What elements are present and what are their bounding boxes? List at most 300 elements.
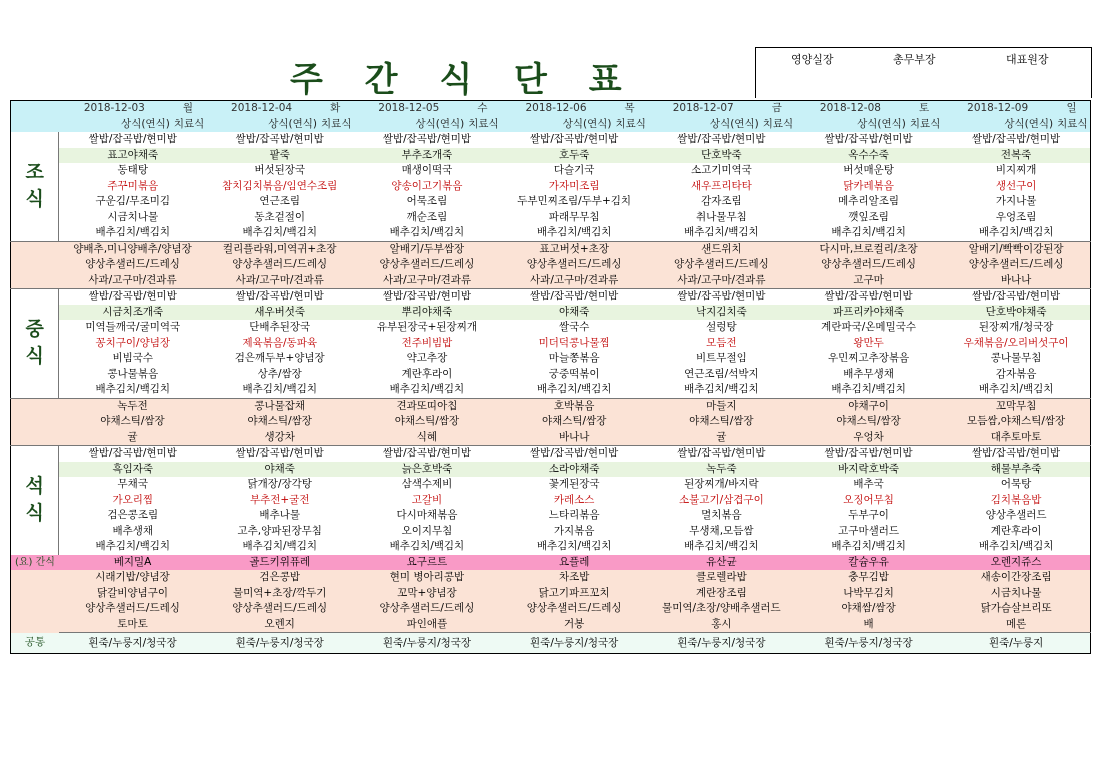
menu-item: 꽃게된장국 [548,478,600,491]
menu-item: 멸치볶음 [701,509,742,522]
day-of-week: 일 [1066,102,1077,115]
menu-item: 오징어무침 [843,493,894,506]
common-label: 공통 [24,636,46,649]
menu-item: 샌드위치 [648,241,795,257]
menu-item: 충무김밥 [848,571,889,584]
menu-item: 양상추샐러드/드레싱 [821,258,916,271]
snack-lead-cell [11,257,59,273]
menu-item: 뿌리야채죽 [401,305,453,318]
menu-item: 꼬막+양념장 [397,586,457,599]
menu-item: 배추김치/백김치 [684,383,759,396]
menu-item: 칼슘우유 [848,555,889,568]
menu-row [11,601,1091,617]
menu-item: 대추토마토 [990,430,1042,443]
menu-item: 호두죽 [558,148,590,161]
menu-item: 다시마채볶음 [396,509,458,522]
menu-item: 배추김치/백김치 [95,383,171,396]
menu-item: 쌀밥/잡곡밥/현미밥 [501,289,648,305]
menu-item: 쌀밥/잡곡밥/현미밥 [942,289,1090,305]
menu-item: 배추김치/백김치 [389,540,465,553]
menu-item: 생선구이 [995,179,1037,192]
approval-label-nutrition: 영양실장 [791,53,834,66]
menu-item: 전복죽 [1000,148,1032,161]
menu-item: 야채죽 [558,305,590,318]
menu-item: 야채스틱/쌈장 [689,415,754,428]
menu-item: 바지락호박죽 [838,462,900,475]
menu-item: 계란후라이 [990,524,1042,537]
menu-item: 마늘쫑볶음 [548,352,600,365]
menu-item: 닭카레볶음 [843,179,894,192]
menu-item: 제육볶음/동파육 [242,336,317,349]
menu-item: 동초겉절이 [254,210,306,223]
day-of-week: 토 [918,102,930,115]
menu-item: 소라야채죽 [548,462,600,475]
menu-item: 배추김치/백김치 [831,540,906,553]
menu-item: 물미역+초장/깍두기 [232,586,327,599]
menu-item: 쌀밥/잡곡밥/현미밥 [353,446,500,462]
menu-item: 쌀밥/잡곡밥/현미밥 [677,133,766,146]
menu-item: 베지밀A [113,555,152,568]
menu-row [11,257,1091,273]
menu-item: 쌀밥/잡곡밥/현미밥 [59,289,206,305]
menu-item: 쌀밥/잡곡밥/현미밥 [382,133,472,146]
menu-item: 우민찌고추장볶음 [828,352,910,365]
menu-item: 시금치나물 [990,586,1042,599]
menu-item: 닭갈비양념구이 [96,586,168,599]
menu-item: 배추김치/백김치 [242,540,317,553]
approval-label-general: 총무부장 [893,53,936,66]
menu-item: 표고버섯+초장 [501,241,648,257]
menu-item: 식혜 [416,430,438,443]
snack-lead-cell [11,601,59,617]
menu-item: 견과또띠아칩 [353,398,500,414]
menu-item: 흰죽/누룽지 [942,633,1090,654]
menu-item: 토마토 [117,617,148,630]
menu-item: 고갈비 [411,493,443,506]
menu-item: 오이지무침 [401,524,453,537]
menu-item: 닭가슴살브리또 [980,602,1052,615]
menu-item: 감자조림 [701,195,742,208]
regular-diet-header: 상식(연식) [268,117,318,130]
menu-item: 배추김치/백김치 [978,540,1054,553]
therapeutic-diet-header: 치료식 [762,117,794,130]
menu-item: 녹두죽 [706,462,737,475]
meal-label: 석 식 [11,446,59,555]
meal-label: 중 식 [11,289,59,399]
menu-item: 모듬전 [706,336,737,349]
menu-item: 배추김치/백김치 [978,226,1054,239]
menu-item: 야채스틱/쌈장 [247,415,312,428]
menu-item: 가지나물 [995,195,1037,208]
menu-row [11,194,1091,210]
menu-item: 양상추샐러드 [985,509,1047,522]
menu-row [11,336,1091,352]
menu-item: 쌀밥/잡곡밥/현미밥 [942,446,1090,462]
menu-item: 시금치나물 [107,210,159,223]
menu-item: 연근조림/석박지 [684,367,759,380]
menu-item: 오렌지쥬스 [990,555,1042,568]
snack-lead-cell [11,617,59,633]
menu-item: 취나물무침 [696,210,747,223]
menu-item: 미더덕콩나물찜 [538,336,610,349]
menu-item: 야채스틱/쌈장 [541,415,607,428]
menu-item: 버섯매운탕 [843,164,894,177]
night-snack-label: (요) 간식 [15,556,55,568]
menu-item: 상추/쌈장 [257,367,302,380]
menu-item: 배추김치/백김치 [831,383,906,396]
menu-item: 표고야채죽 [107,148,159,161]
menu-row [11,305,1091,321]
day-date: 2018-12-09 [967,102,1029,115]
day-date: 2018-12-03 [83,102,145,115]
menu-item: 전주비빔밥 [401,336,453,349]
menu-item: 계란장조림 [696,586,747,599]
therapeutic-diet-header: 치료식 [909,117,941,130]
menu-item: 새송이간장조림 [980,571,1052,584]
snack-lead-cell [11,241,59,257]
menu-item: 요플레 [558,555,590,568]
menu-row [11,586,1091,602]
menu-item: 양상추샐러드/드레싱 [968,258,1064,271]
menu-item: 쌀밥/잡곡밥/현미밥 [795,289,942,305]
menu-item: 깻잎조림 [848,210,889,223]
menu-item: 나박무김치 [843,586,894,599]
menu-row [11,430,1091,446]
approval-box [755,47,1092,98]
menu-item: 두부민찌조림/두부+김치 [517,195,632,208]
menu-item: 배추김치/백김치 [684,226,759,239]
menu-item: 주꾸미볶음 [107,179,159,192]
menu-item: 파래무무침 [548,210,600,223]
menu-item: 배추김치/백김치 [536,226,612,239]
menu-item: 사과/고구마/견과류 [677,273,766,286]
therapeutic-diet-header: 치료식 [321,117,352,130]
menu-body [11,101,1091,654]
day-date: 2018-12-08 [819,102,881,115]
menu-item: 비트무절임 [696,352,747,365]
day-of-week: 화 [330,102,341,115]
menu-item: 우엉조림 [995,210,1037,223]
menu-item: 동태탕 [117,164,148,177]
menu-item: 흰죽/누룽지/청국장 [59,633,206,654]
menu-item: 카레소스 [553,493,595,506]
menu-item: 시금치조개죽 [102,305,164,318]
menu-item: 알배기/두부쌈장 [353,241,500,257]
menu-item: 양상추샐러드/드레싱 [526,602,622,615]
menu-row [11,462,1091,478]
menu-row [11,179,1091,195]
menu-item: 두부구이 [848,509,889,522]
menu-row [11,446,1091,462]
menu-item: 배추무생채 [843,367,894,380]
menu-item: 쌀밥/잡곡밥/현미밥 [648,446,795,462]
menu-item: 흰죽/누룽지/청국장 [648,633,795,654]
menu-item: 옥수수죽 [848,148,889,161]
day-of-week: 월 [182,102,194,115]
menu-item: 양상추샐러드/드레싱 [526,258,622,271]
menu-item: 녹두전 [59,398,206,414]
page-title: 주 간 식 단 표 [290,60,637,100]
menu-row [11,382,1091,398]
menu-item: 유산균 [706,555,737,568]
day-date: 2018-12-04 [231,102,293,115]
menu-item: 배추김치/백김치 [389,383,465,396]
menu-item: 거봉 [564,617,585,630]
menu-item: 연근조림 [259,195,300,208]
menu-item: 배추김치/백김치 [536,383,612,396]
menu-item: 배추김치/백김치 [831,226,906,239]
menu-item: 쌀국수 [558,321,590,334]
day-date: 2018-12-06 [525,102,587,115]
menu-item: 야채스틱/쌈장 [836,415,901,428]
menu-item: 참치김치볶음/임연수조림 [222,179,338,192]
date-header-row [11,101,1091,117]
menu-item: 어묵조림 [406,195,448,208]
therapeutic-diet-header: 치료식 [173,117,205,130]
menu-item: 양송이고기볶음 [391,179,463,192]
menu-item: 양상추샐러드/드레싱 [85,602,180,615]
menu-item: 가오리찜 [112,493,154,506]
menu-item: 양상추샐러드/드레싱 [379,602,475,615]
menu-item: 골드키위퓨레 [249,555,311,568]
menu-item: 된장찌개/바지락 [684,478,759,491]
menu-row [11,524,1091,540]
menu-item: 부추조개죽 [401,148,453,161]
menu-item: 흰죽/누룽지/청국장 [795,633,942,654]
menu-item: 된장찌개/청국장 [978,321,1054,334]
menu-item: 단배추된장국 [249,321,311,334]
menu-row [11,570,1091,586]
menu-item: 김치볶음밥 [990,493,1042,506]
menu-item: 왕만두 [853,336,884,349]
menu-item: 쌀밥/잡곡밥/현미밥 [824,133,913,146]
menu-item: 우엉차 [853,430,884,443]
menu-item: 팥죽 [269,148,290,161]
snack-lead-cell [11,430,59,446]
menu-item: 귤 [127,430,138,443]
day-date: 2018-12-07 [672,102,734,115]
menu-item: 다시마,브로컬리/초장 [795,241,942,257]
menu-item: 야채죽 [264,462,295,475]
menu-item: 쌀밥/잡곡밥/현미밥 [501,446,648,462]
menu-item: 쌀밥/잡곡밥/현미밥 [353,289,500,305]
menu-item: 새우버섯죽 [254,305,306,318]
menu-item: 매생이떡국 [401,164,453,177]
menu-item: 콩나물무침 [990,352,1042,365]
menu-item: 사과/고구마/견과류 [530,273,619,286]
menu-item: 컬리플라워,미역귀+초장 [206,241,353,257]
corner-cell [11,101,59,117]
menu-item: 요구르트 [406,555,448,568]
menu-item: 배추김치/백김치 [95,540,171,553]
snack-lead-cell [11,414,59,430]
menu-row [11,320,1091,336]
menu-item: 쌀밥/잡곡밥/현미밥 [971,133,1061,146]
menu-item: 고구마샐러드 [838,524,900,537]
menu-item: 양상추샐러드/드레싱 [232,602,328,615]
menu-item: 깨순조림 [406,210,448,223]
regular-diet-header: 상식(연식) [562,117,612,130]
menu-row [11,493,1091,509]
menu-item: 알배기/빡빡이강된장 [942,241,1090,257]
menu-item: 닭고기파프꼬치 [538,586,610,599]
menu-item: 흰죽/누룽지/청국장 [353,633,500,654]
therapeutic-diet-header: 치료식 [615,117,646,130]
menu-row [11,414,1091,430]
menu-item: 배추김치/백김치 [684,540,759,553]
menu-item: 쌀밥/잡곡밥/현미밥 [59,446,206,462]
menu-item: 낙지김치죽 [696,305,747,318]
menu-item: 오렌지 [264,617,295,630]
diet-type-header-row [11,117,1091,133]
snack-lead-cell [11,398,59,414]
menu-item: 가지볶음 [553,524,595,537]
menu-item: 쌀밥/잡곡밥/현미밥 [206,289,353,305]
menu-item: 구운김/무조미김 [95,195,171,208]
menu-row [11,210,1091,226]
menu-item: 느타리볶음 [548,509,600,522]
menu-row [11,132,1091,148]
menu-row [11,555,1091,571]
approval-label-director: 대표원장 [1006,53,1049,66]
therapeutic-diet-header: 치료식 [468,117,499,130]
menu-item: 차조밥 [558,571,590,584]
menu-row [11,633,1091,654]
menu-row [11,617,1091,633]
menu-item: 꼬막무침 [942,398,1090,414]
menu-item: 검은콩밥 [259,571,300,584]
menu-item: 사과/고구마/견과류 [382,273,472,286]
menu-item: 배추김치/백김치 [536,540,612,553]
menu-row [11,163,1091,179]
menu-row [11,148,1091,164]
menu-item: 해물부추죽 [990,462,1042,475]
menu-item: 양상추샐러드/드레싱 [85,258,180,271]
menu-item: 무채국 [117,478,148,491]
menu-item: 클로렐라밥 [696,571,747,584]
menu-item: 배추김치/백김치 [95,226,171,239]
snack-lead-cell [11,273,59,289]
menu-row [11,241,1091,257]
menu-item: 시래기밥/양념장 [95,571,170,584]
menu-item: 단호박죽 [701,148,742,161]
menu-row [11,225,1091,241]
menu-item: 사과/고구마/견과류 [235,273,324,286]
menu-item: 고구마 [853,273,884,286]
menu-item: 모듬쌈,야채스틱/쌈장 [967,415,1066,428]
menu-item: 삼색수제비 [401,478,453,491]
menu-item: 검은깨두부+양념장 [234,352,325,365]
menu-item: 설렁탕 [706,321,737,334]
menu-item: 배 [863,617,874,630]
menu-item: 흑임자죽 [112,462,154,475]
menu-row [11,398,1091,414]
menu-item: 쌀밥/잡곡밥/현미밥 [530,133,619,146]
regular-diet-header: 상식(연식) [121,117,170,130]
weekly-menu-table [10,100,1091,654]
menu-item: 쌀밥/잡곡밥/현미밥 [648,289,795,305]
menu-item: 고추,양파된장무침 [237,524,322,537]
menu-item: 어묵탕 [1000,478,1032,491]
menu-item: 메론 [1005,617,1027,630]
menu-item: 양상추샐러드/드레싱 [232,258,328,271]
menu-row [11,539,1091,555]
menu-item: 야채스틱/쌈장 [394,415,460,428]
menu-row [11,273,1091,289]
menu-item: 메추리알조림 [838,195,900,208]
menu-item: 궁중떡볶이 [548,367,600,380]
menu-item: 바나나 [558,430,590,443]
menu-row [11,367,1091,383]
menu-item: 마들지 [648,398,795,414]
menu-item: 버섯된장국 [254,164,306,177]
menu-item: 계란파국/온메밀국수 [821,321,916,334]
menu-item: 쌀밥/잡곡밥/현미밥 [206,446,353,462]
menu-item: 생강차 [264,430,295,443]
regular-diet-header: 상식(연식) [857,117,906,130]
meal-label: 조 식 [11,132,59,241]
menu-item: 배추김치/백김치 [242,383,317,396]
menu-item: 비빔국수 [112,352,154,365]
day-of-week: 금 [771,102,782,115]
menu-item: 다슬기국 [553,164,595,177]
therapeutic-diet-header: 치료식 [1057,117,1088,130]
menu-item: 우채볶음/오리버섯구이 [963,336,1069,349]
menu-item: 소고기미역국 [690,164,752,177]
menu-item: 배추김치/백김치 [242,226,317,239]
menu-item: 배추김치/백김치 [389,226,465,239]
regular-diet-header: 상식(연식) [415,117,465,130]
regular-diet-header: 상식(연식) [709,117,759,130]
day-of-week: 수 [477,102,488,115]
day-date: 2018-12-05 [378,102,440,115]
menu-row [11,289,1091,305]
menu-row [11,351,1091,367]
menu-item: 미역들깨국/굴미역국 [85,321,181,334]
menu-item: 검은콩조림 [107,509,159,522]
menu-item: 흰죽/누룽지/청국장 [206,633,353,654]
menu-item: 야채스틱/쌈장 [100,415,165,428]
menu-item: 새우프리타타 [690,179,752,192]
menu-item: 파프리카야채죽 [833,305,905,318]
menu-item: 계란후라이 [401,367,453,380]
menu-item: 물미역/초장/양배추샐러드 [662,602,781,615]
menu-item: 홍시 [711,617,732,630]
menu-item: 쌀밥/잡곡밥/현미밥 [795,446,942,462]
menu-item: 소불고기/삼겹구이 [679,493,764,506]
menu-row [11,508,1091,524]
menu-item: 현미 병아리콩밥 [389,571,465,584]
corner-cell [11,117,59,133]
menu-item: 야채구이 [795,398,942,414]
menu-item: 야채쌈/쌈장 [841,602,896,615]
menu-item: 콩나물볶음 [107,367,159,380]
menu-item: 배추김치/백김치 [978,383,1054,396]
menu-item: 양배추,미니양배추/양념장 [59,241,206,257]
menu-row [11,477,1091,493]
menu-item: 양상추샐러드/드레싱 [673,258,769,271]
menu-item: 비지찌개 [995,164,1037,177]
menu-item: 호박볶음 [501,398,648,414]
regular-diet-header: 상식(연식) [1004,117,1054,130]
menu-item: 닭개장/장각탕 [247,478,312,491]
menu-item: 바나나 [1000,273,1032,286]
menu-item: 가자미조림 [548,179,600,192]
menu-item: 흰죽/누룽지/청국장 [501,633,648,654]
menu-item: 사과/고구마/견과류 [88,273,177,286]
snack-lead-cell [11,570,59,586]
menu-item: 콩나물잡채 [206,398,353,414]
